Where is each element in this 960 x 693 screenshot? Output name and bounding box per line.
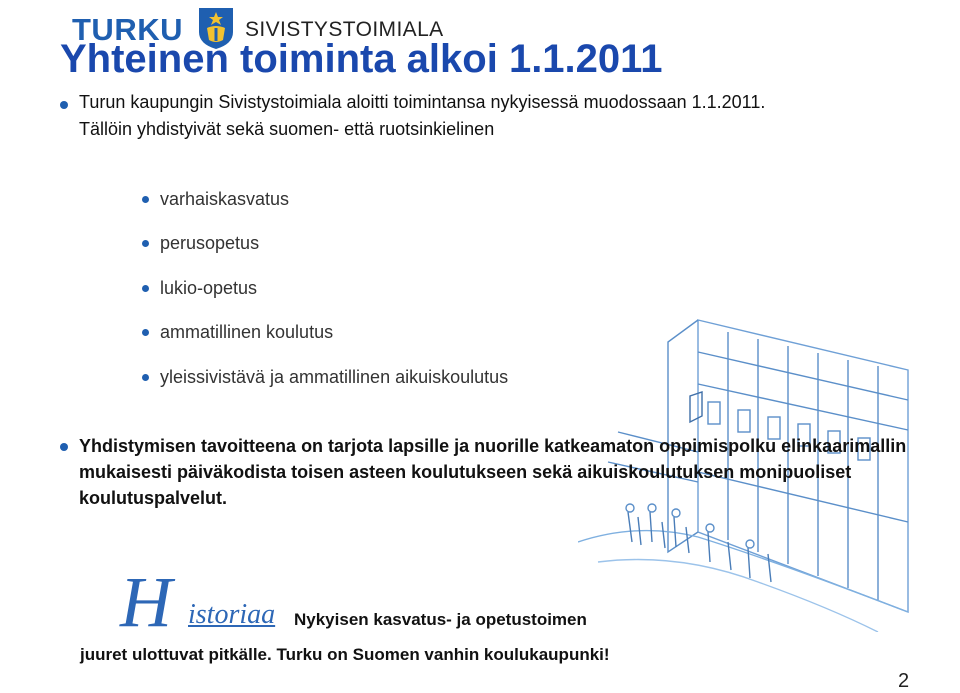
page-number: 2 — [898, 670, 910, 692]
bullet-icon — [60, 101, 68, 109]
sub-bullet-icon — [142, 285, 149, 292]
intro-paragraph: Turun kaupungin Sivistystoimiala aloitti toimintansa nykyisessä muodossaan 1.1.2011. Tällöin yhdistyivät sekä suomen- että ruotsinkielinen — [79, 92, 766, 139]
sub-item-lukio-opetus: lukio-opetus — [160, 278, 258, 298]
sub-item-ammatillinen: ammatillinen koulutus — [160, 322, 334, 342]
sub-bullet-icon — [142, 240, 149, 247]
sub-bullet-icon — [142, 374, 149, 381]
historia-initial: H — [120, 562, 172, 642]
historia-text: Nykyisen kasvatus- ja opetustoimen — [294, 610, 587, 629]
sub-bullet-icon — [142, 329, 149, 336]
brand-unit: SIVISTYSTOIMIALA — [245, 18, 444, 41]
brand-turku: TURKU — [72, 12, 183, 47]
historia-word: istoriaa — [188, 599, 276, 630]
sub-item-perusopetus: perusopetus — [160, 233, 260, 253]
bottom-text: juuret ulottuvat pitkälle. Turku on Suomen vanhin koulukaupunki! — [80, 645, 610, 664]
goal-paragraph: Yhdistymisen tavoitteena on tarjota lapsille ja nuorille katkeamaton oppimispolku elinkaarimallin mukaisesti päiväkodista toisen asteen koulutukseen sekä aikuiskoulutuksen monipuoliset koulutuspalvelut. — [79, 436, 907, 508]
bullet-icon — [60, 443, 68, 451]
page-title: Yhteinen toiminta alkoi 1.1.2011 — [60, 37, 663, 81]
sub-item-varhaiskasvatus: varhaiskasvatus — [160, 189, 290, 209]
sub-bullet-icon — [142, 196, 149, 203]
sub-item-aikuiskoulutus: yleissivistävä ja ammatillinen aikuiskoulutus — [160, 367, 509, 387]
